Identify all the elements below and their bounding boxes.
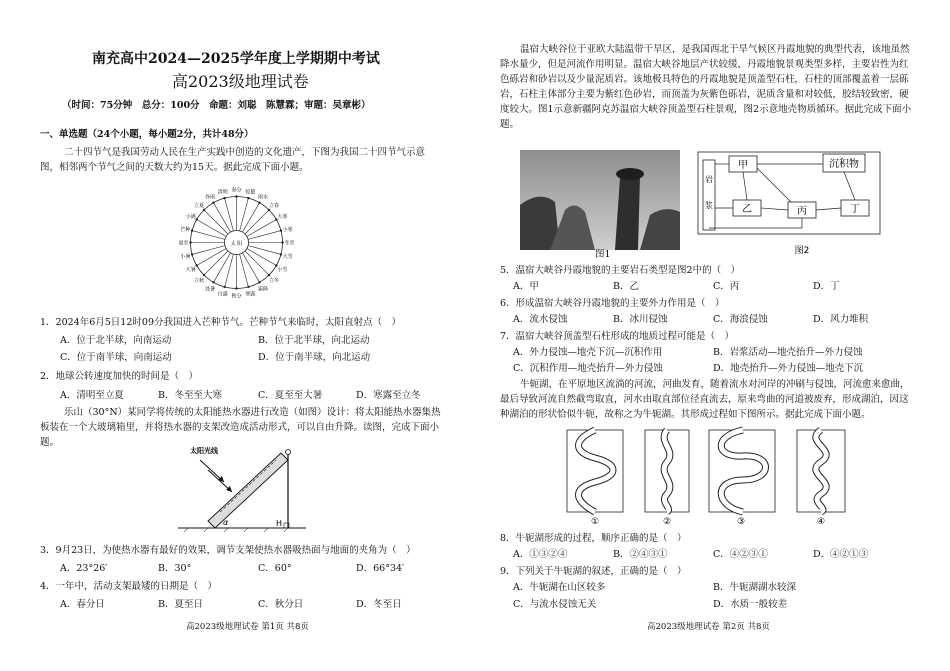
earth-position-dot [195,218,197,220]
term-spoke [240,198,249,231]
magma-box [703,160,715,230]
term-label: 大暑 [185,267,196,273]
q6-option-d[interactable]: D．风力堆积 [813,314,869,325]
q8-option-b[interactable]: B．②④③① [613,549,668,560]
q7-option-b[interactable]: B．岩浆活动—地壳抬升—外力侵蚀 [713,347,863,358]
earth-position-dot [223,286,225,288]
q1-stem: 1．2024年6月5日12时09分我国进入芒种节气。芒种节气来临时，太阳直射点（ ） [40,317,401,328]
q5-option-b[interactable]: B．乙 [613,281,639,292]
term-spoke [240,254,249,287]
q3-option-a[interactable]: A．23°26′ [60,563,108,574]
q9-option-c[interactable]: C．与流水侵蚀无关 [513,599,597,610]
q8-option-d[interactable]: D．④②①③ [813,549,869,560]
term-spoke [225,254,234,287]
q5-stem: 5．温宿大峡谷丹霞地貌的主要岩石类型是图2中的（ ） [500,265,741,276]
q4-option-a[interactable]: A．春分日 [60,599,105,610]
earth-position-dot [203,209,205,211]
q5-option-d[interactable]: D．丁 [813,281,840,292]
term-label: 惊蛰 [245,189,256,196]
magma-label-2: 浆 [705,201,713,210]
q3-option-b[interactable]: B．30° [158,563,192,574]
term-spoke [225,198,234,231]
q4-stem: 4．一年中，活动支架最矮的日期是（ ） [40,581,218,592]
oxbow-stage-4 [797,430,845,527]
page-footer-1: 高2023级地理试卷 第1页 共8页 [186,622,309,632]
q1-option-a[interactable]: A．位于北半球，向南运动 [60,335,172,346]
solar-terms-diagram [174,180,299,305]
earth-position-dot [223,197,225,199]
intro-paragraph-4: 牛轭湖，在平原地区流淌的河流，河曲发育，随着流水对河岸的冲刷与侵蚀，河流愈来愈曲，最后导致河流自然截弯取直，河水由取直部位径直流去，原来弯曲的河道被废弃，形成湖泊，因这种湖泊的形状恰似牛轭，故称之为牛轭湖。其形成过程如下图所示。据此完成下面小题。 [500,379,910,420]
support-pivot [286,450,291,455]
earth-position-dot [212,201,214,203]
exam-meta: （时间：75分钟 总分：100分 命题：刘聪 陈慧霖；审题：吴章彬） [62,100,371,111]
earth-position-dot [268,209,270,211]
q6-option-c[interactable]: C．海浪侵蚀 [713,314,768,325]
svg-text:①: ① [590,517,600,527]
earth-position-dot [189,241,191,243]
q9-option-b[interactable]: B．牛轭湖湖水较深 [713,582,796,593]
magma-label-1: 岩 [705,175,713,184]
oxbow-stage-3 [709,430,775,527]
term-label: 小寒 [282,226,293,233]
earth-position-dot [258,281,260,283]
term-spoke [248,246,281,255]
oxbow-lake-stages [563,428,853,528]
term-label: 清明 [217,189,228,196]
earth-position-dot [212,281,214,283]
q3-option-d[interactable]: D．66°34′ [356,563,405,574]
svg-text:②: ② [662,517,672,527]
exam-subtitle: 高2023级地理试卷 [172,72,309,91]
term-label: 寒露 [245,291,256,298]
term-label: 小暑 [180,254,191,261]
alpha-label: α [223,518,229,527]
term-spoke [192,246,225,255]
q2-stem: 2．地球公转速度加快的时间是（ ） [40,371,199,382]
q3-option-c[interactable]: C．60° [258,563,292,574]
oxbow-stage-2 [645,430,689,527]
intro-paragraph-2: 乐山（30°N）某同学将传统的太阳能热水器进行改造（如图）设计：将太阳能热水器集热板装在一个大玻璃箱里，并将热水器的支架改造成活动形式，可以自由升降。读图，完成下面小题。 [40,407,441,448]
q1-option-d[interactable]: D．位于南半球，向北运动 [258,352,371,363]
heater-panel [208,453,288,528]
term-label: 立冬 [268,277,279,284]
exam-title: 南充高中2024—2025学年度上学期期中考试 [92,51,380,67]
term-label: 夏至 [178,240,189,247]
fig1-caption: 图1 [595,249,611,260]
q7-stem: 7．温宿大峡谷顶盖型石柱形成的地质过程可能是（ ） [500,331,735,342]
q7-option-d[interactable]: D．地壳抬升—外力侵蚀—地壳下沉 [713,363,864,374]
earth-position-dot [191,253,193,255]
q8-stem: 8．牛轭湖形成的过程，顺序正确的是（ ） [500,533,687,544]
label-yi: 乙 [742,204,752,215]
q9-stem: 9．下列关于牛轭湖的叙述，正确的是（ ） [500,566,687,577]
q7-option-c[interactable]: C．沉积作用—地壳抬升—外力侵蚀 [513,363,663,374]
water-heater-figure [178,440,313,535]
term-label: 立夏 [194,203,205,210]
label-jia: 甲 [738,160,748,171]
earth-position-dot [268,274,270,276]
q1-option-c[interactable]: C．位于南半球，向南运动 [60,352,172,363]
label-bing: 丙 [797,206,807,217]
rock-cycle-diagram [693,150,885,260]
term-label: 秋分 [231,293,242,300]
term-label: 白露 [217,291,228,298]
earth-position-dot [235,287,237,289]
q8-option-a[interactable]: A．①③②④ [513,549,568,560]
q2-option-c[interactable]: C．夏至至大暑 [258,390,323,401]
term-label: 小雪 [277,267,288,273]
ground-hatch [184,528,288,532]
intro-paragraph-3: 温宿大峡谷位于亚欧大陆温带干旱区，是我国西北干旱气候区丹霞地貌的典型代表，该地虽然降水量少，但是河流作用明显。温宿大峡谷地层产状较缓，丹霞地貌景观类型多样，主要岩性为红色砾岩和砂岩以及少量泥质岩。该地极具特色的丹霞地貌是顶盖型石柱，石柱的顶部覆盖着一层砾岩，石柱主体部分主要为紫红色砂岩，而顶盖为灰紫色砾岩，泥质含量和对较低，胶结较致密，硬度较大。图1示意新疆阿克苏温宿大峡谷顶盖型石柱景观，图2示意地壳物质循环。据此完成下面小题。 [500,44,912,130]
q5-option-c[interactable]: C．丙 [713,281,740,292]
q5-option-a[interactable]: A．甲 [513,281,539,292]
earth-position-dot [235,195,237,197]
earth-position-dot [247,197,249,199]
q4-option-d[interactable]: D．冬至日 [356,599,402,610]
svg-text:③: ③ [736,517,746,527]
label-ding: 丁 [850,204,860,215]
section-heading: 一、单选题（24个小题，每小题2分，共计48分） [40,129,254,140]
fig2-caption: 图2 [794,246,810,256]
height-label: H [276,519,283,528]
oxbow-stage-1 [567,430,623,527]
term-label: 立秋 [194,277,205,284]
term-label: 处暑 [204,286,216,293]
term-label: 小满 [185,214,196,220]
term-label: 雨水 [257,194,269,201]
page-2 [475,0,950,671]
q7-option-a[interactable]: A．外力侵蚀—地壳下沉—沉积作用 [513,347,663,358]
q1-option-b[interactable]: B．位于北半球，向北运动 [258,335,370,346]
q4-option-c[interactable]: C．秋分日 [258,599,304,610]
term-label: 春分 [231,187,242,194]
earth-position-dot [191,229,193,231]
q6-option-a[interactable]: A．流水侵蚀 [513,314,568,325]
term-label: 大雪 [282,254,293,261]
q6-stem: 6．形成温宿大峡谷丹霞地貌的主要外力作用是（ ） [500,298,725,309]
q2-option-d[interactable]: D．寒露至立冬 [356,390,421,401]
term-label: 冬至 [284,240,295,247]
term-spoke [192,231,225,240]
page-footer-2: 高2023级地理试卷 第2页 共8页 [647,622,770,632]
term-spoke [248,231,281,240]
term-label: 立春 [268,203,279,210]
earth-position-dot [281,241,283,243]
earth-position-dot [247,286,249,288]
term-label: 霜降 [257,286,269,293]
label-sediment: 沉积物 [829,159,859,170]
svg-text:④: ④ [816,517,826,527]
q2-option-b[interactable]: B．冬至至大寒 [158,390,222,401]
q9-option-d[interactable]: D．水质一般较差 [713,599,788,610]
sunlight-label: 太阳光线 [190,447,218,455]
earth-position-dot [203,274,205,276]
sun-label: 太 阳 [230,241,243,247]
earth-position-dot [195,264,197,266]
canyon-photo [520,150,680,250]
earth-position-dot [258,201,260,203]
term-label: 谷雨 [204,194,216,201]
term-label: 大寒 [277,214,288,220]
q3-stem: 3．9月23日，为使热水器有最好的效果，调节支架使热水器吸热面与地面的夹角为（ ） [40,545,416,556]
term-label: 芒种 [180,226,191,233]
q8-option-c[interactable]: C．④②③① [713,549,768,560]
cycle-arrows [709,164,855,228]
q2-option-a[interactable]: A．清明至立夏 [60,390,124,401]
q6-option-b[interactable]: B．冰川侵蚀 [613,314,668,325]
q9-option-a[interactable]: A．牛轭湖在山区较多 [513,582,606,593]
q4-option-b[interactable]: B．夏至日 [158,599,203,610]
photo-pillar-cap [616,168,644,180]
intro-paragraph-1: 二十四节气是我国劳动人民在生产实践中创造的文化遗产，下图为我国二十四节气示意图，相邻两个节气之间的天数大约为15天。据此完成下面小题。 [40,147,426,173]
